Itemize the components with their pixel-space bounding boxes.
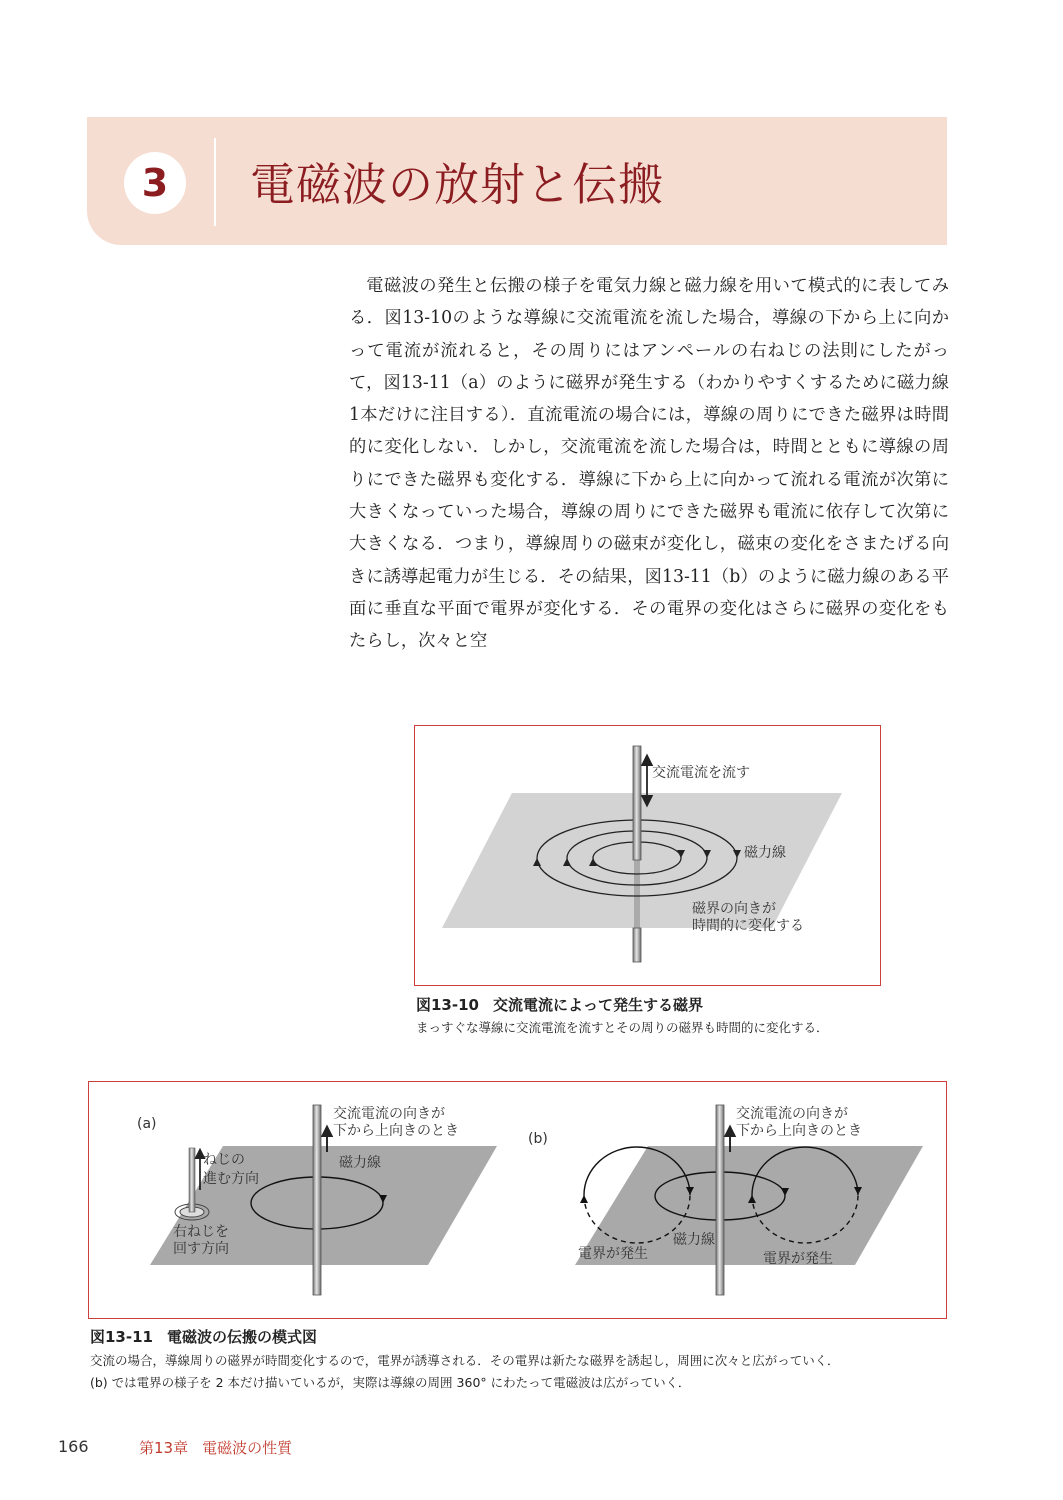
chapter-title: 電磁波の性質	[202, 1439, 293, 1457]
figure-13-10-caption-text: まっすぐな導線に交流電流を流すとその周りの磁界も時間的に変化する．	[416, 1020, 829, 1035]
panel-a-screw-2: 進む方向	[203, 1171, 259, 1187]
figure-13-11-caption-line1: 交流の場合，導線周りの磁界が時間変化するので，電界が誘導される．その電界は新たな磁界を誘起し，周囲に次々と広がっていく．	[90, 1353, 840, 1368]
label-current: 交流電流を流す	[652, 765, 750, 781]
panel-a-field-line: 磁力線	[339, 1155, 381, 1171]
figure-title: 電磁波の伝搬の模式図	[166, 1328, 317, 1346]
figure-title: 交流電流によって発生する磁界	[492, 996, 703, 1014]
label-change-2: 時間的に変化する	[692, 918, 804, 934]
label-field-lines: 磁力線	[744, 845, 786, 861]
panel-b-field-line: 磁力線	[673, 1232, 715, 1248]
screw-icon	[189, 1148, 195, 1212]
figure-13-11-caption-title	[90, 1326, 317, 1347]
page-number: 166	[58, 1437, 89, 1456]
section-title: 電磁波の放射と伝搬	[250, 158, 665, 211]
running-footer	[139, 1437, 292, 1458]
figure-number: 図13-10	[416, 996, 479, 1014]
panel-a-current-1: 交流電流の向きが	[333, 1106, 445, 1122]
wire-a	[313, 1105, 321, 1295]
panel-a-turn-1: 右ねじを	[173, 1224, 229, 1240]
figure-13-11-caption-line2: (b) では電界の様子を 2 本だけ描いているが，実際は導線の周囲 360° にわたって電磁波は広がっていく．	[90, 1375, 691, 1390]
body-paragraph: 電磁波の発生と伝搬の様子を電気力線と磁力線を用いて模式的に表してみる．図13-10のような導線に交流電流を流した場合，導線の下から上に向かって電流が流れると，その周りにはアンペールの右ねじの法則にしたがって，図13-11（a）のように磁界が発生する（わかりやすくするために磁力線1本だけに注目する）．直流電流の場合には，導線の周りにできた磁界は時間的に変化しない．しかし，交流電流を流した場合は，時間とともに導線の周りにできた磁界も変化する．導線に下から上に向かって流れる電流が次第に大きくなっていった場合，導線の周りにできた磁界も電流に依存して次第に大きくなる．つまり，導線周りの磁束が変化し，磁束の変化をさまたげる向きに誘導起電力が生じる．その結果，図13-11（b）のように磁力線のある平面に垂直な平面で電界が変化する．その電界の変化はさらに磁界の変化をもたらし，次々と空	[349, 276, 949, 652]
arrow-icon	[580, 1195, 588, 1203]
panel-a-screw-1: ねじの	[203, 1152, 245, 1168]
panel-b-efield-left: 電界が発生	[578, 1246, 648, 1262]
label-change-1: 磁界の向きが	[692, 901, 776, 917]
panel-b-current-2: 下から上向きのとき	[736, 1123, 862, 1139]
panel-a-turn-2: 回す方向	[173, 1241, 229, 1257]
wire-b	[716, 1105, 724, 1295]
section-number: 3	[124, 152, 186, 214]
panel-b-current-1: 交流電流の向きが	[736, 1106, 848, 1122]
panel-a-current-2: 下から上向きのとき	[333, 1123, 459, 1139]
figure-number: 図13-11	[90, 1328, 153, 1346]
panel-b-efield-right: 電界が発生	[763, 1251, 833, 1267]
panel-b-tag: (b)	[528, 1131, 548, 1147]
chapter-number: 第13章	[139, 1439, 189, 1457]
panel-a-tag: (a)	[137, 1116, 157, 1132]
